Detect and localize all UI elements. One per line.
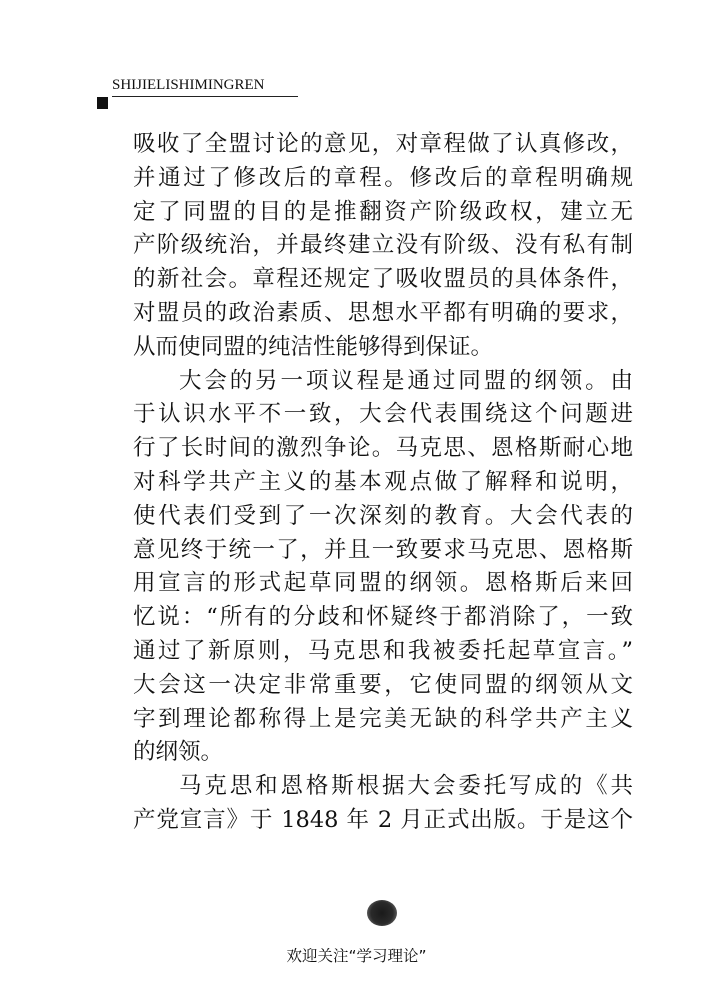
text-line: 意见终于统一了，并且一致要求马克思、恩格斯 bbox=[133, 536, 633, 563]
text-line: 对科学共产主义的基本观点做了解释和说明， bbox=[133, 468, 633, 495]
text-line: 用宣言的形式起草同盟的纲领。恩格斯后来回 bbox=[133, 570, 633, 597]
text-line: 产党宣言》于 1848 年 2 月正式出版。于是这个 bbox=[133, 806, 633, 833]
text-line: 从而使同盟的纯洁性能够得到保证。 bbox=[133, 333, 494, 360]
footer-note: 欢迎关注“学习理论” bbox=[286, 947, 427, 965]
text-line: 产阶级统治，并最终建立没有阶级、没有私有制 bbox=[133, 232, 633, 259]
text-line: 大会这一决定非常重要，它使同盟的纲领从文 bbox=[133, 671, 633, 698]
page-ornament bbox=[367, 900, 397, 926]
text-line: 使代表们受到了一次深刻的教育。大会代表的 bbox=[133, 502, 633, 529]
text-line: 行了长时间的激烈争论。马克思、恩格斯耐心地 bbox=[133, 435, 633, 462]
header-rule bbox=[112, 96, 298, 97]
text-line: 的纲领。 bbox=[133, 739, 224, 766]
text-line: 通过了新原则，马克思和我被委托起草宣言。” bbox=[133, 637, 633, 664]
corner-marker bbox=[97, 97, 108, 109]
text-line: 定了同盟的目的是推翻资产阶级政权，建立无 bbox=[133, 198, 633, 225]
text-line: 并通过了修改后的章程。修改后的章程明确规 bbox=[133, 164, 633, 191]
text-line: 于认识水平不一致，大会代表围绕这个问题进 bbox=[133, 401, 633, 428]
text-line: 对盟员的政治素质、思想水平都有明确的要求， bbox=[133, 299, 633, 326]
body-text bbox=[133, 128, 633, 838]
running-header: SHIJIELISHIMINGREN bbox=[112, 77, 265, 93]
text-line: 的新社会。章程还规定了吸收盟员的具体条件， bbox=[133, 266, 633, 293]
paragraph-start-line: 大会的另一项议程是通过同盟的纲领。由 bbox=[179, 367, 633, 394]
text-line: 字到理论都称得上是完美无缺的科学共产主义 bbox=[133, 705, 633, 732]
text-line: 吸收了全盟讨论的意见，对章程做了认真修改， bbox=[133, 131, 633, 157]
paragraph-start-line: 马克思和恩格斯根据大会委托写成的《共 bbox=[179, 773, 633, 800]
text-line: 忆说：“所有的分歧和怀疑终于都消除了，一致 bbox=[133, 604, 633, 631]
